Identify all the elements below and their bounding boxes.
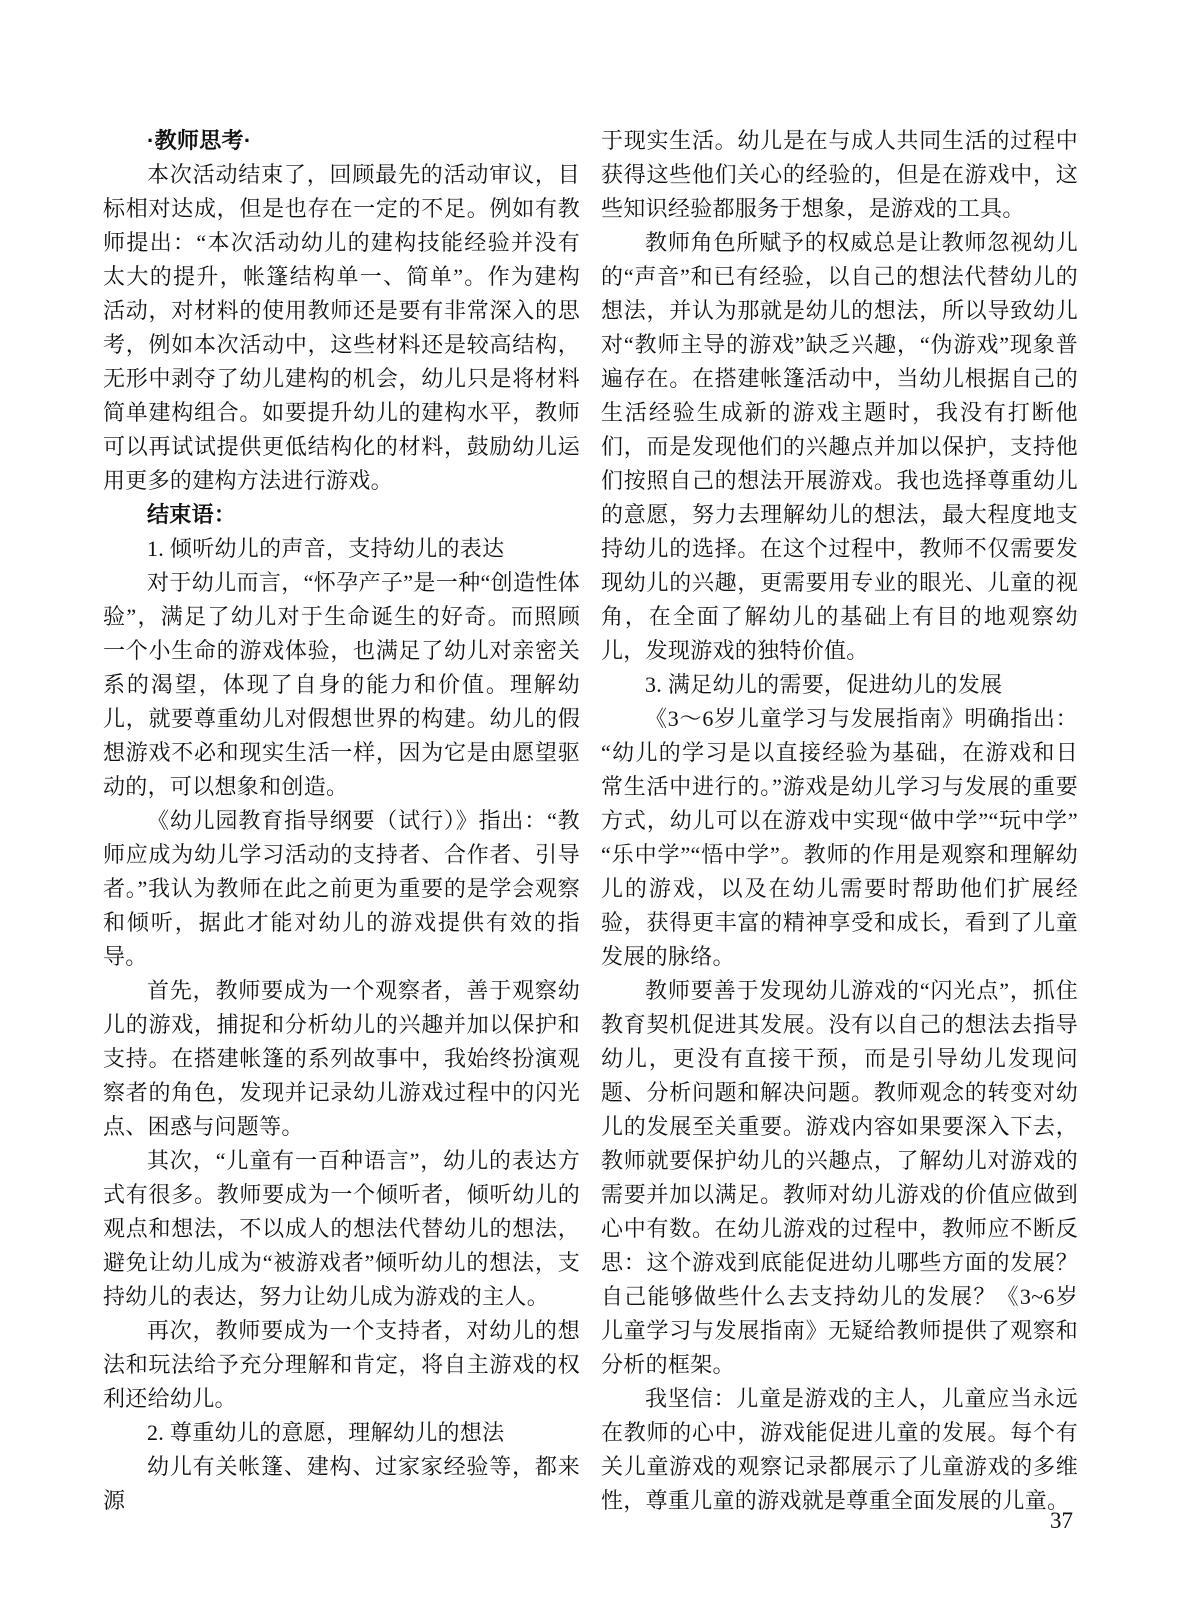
section-heading-teacher-reflection: ·教师思考· [147,128,252,153]
left-column [103,124,580,1518]
sub-heading-point-2: 2. 尊重幼儿的意愿，理解幼儿的想法 [147,1420,505,1445]
paragraph: 本次活动结束了，回顾最先的活动审议，目标相对达成，但是也存在一定的不足。例如有教师提出：“本次活动幼儿的建构技能经验并没有太大的提升，帐篷结构单一、简单”。作为建构活动，对材料的使用教师还是要有非常深入的思考，例如本次活动中，这些材料还是较高结构，无形中剥夺了幼儿建构的机会，幼儿只是将材料简单建构组合。如要提升幼儿的建构水平，教师可以再试试提供更低结构化的材料，鼓励幼儿运用更多的建构方法进行游戏。 [103,162,580,493]
paragraph: 《3～6岁儿童学习与发展指南》明确指出：“幼儿的学习是以直接经验为基础，在游戏和日常生活中进行的。”游戏是幼儿学习与发展的重要方式，幼儿可以在游戏中实现“做中学”“玩中学”“乐中学”“悟中学”。教师的作用是观察和理解幼儿的游戏，以及在幼儿需要时帮助他们扩展经验，获得更丰富的精神享受和成长，看到了儿童发展的脉络。 [601,706,1078,969]
paragraph: 教师要善于发现幼儿游戏的“闪光点”，抓住教育契机促进其发展。没有以自己的想法去指导幼儿，更没有直接干预，而是引导幼儿发现问题、分析问题和解决问题。教师观念的转变对幼儿的发展至关重要。游戏内容如果要深入下去，教师就要保护幼儿的兴趣点，了解幼儿对游戏的需要并加以满足。教师对幼儿游戏的价值应做到心中有数。在幼儿游戏的过程中，教师应不断反思：这个游戏到底能促进幼儿哪些方面的发展？自己能够做些什么去支持幼儿的发展？《3~6岁儿童学习与发展指南》无疑给教师提供了观察和分析的框架。 [601,978,1078,1377]
section-heading-conclusion: 结束语： [147,502,237,527]
paragraph: 再次，教师要成为一个支持者，对幼儿的想法和玩法给予充分理解和肯定，将自主游戏的权利还给幼儿。 [103,1318,580,1411]
page-number: 37 [1050,1508,1073,1533]
sub-heading-point-3: 3. 满足幼儿的需要，促进幼儿的发展 [645,672,1003,697]
paragraph: 教师角色所赋予的权威总是让教师忽视幼儿的“声音”和已有经验，以自己的想法代替幼儿的想法，并认为那就是幼儿的想法，所以导致幼儿对“教师主导的游戏”缺乏兴趣，“伪游戏”现象普遍存在。在搭建帐篷活动中，当幼儿根据自己的生活经验生成新的游戏主题时，我没有打断他们，而是发现他们的兴趣点并加以保护，支持他们按照自己的想法开展游戏。我也选择尊重幼儿的意愿，努力去理解幼儿的想法，最大程度地支持幼儿的选择。在这个过程中，教师不仅需要发现幼儿的兴趣，更需要用专业的眼光、儿童的视角，在全面了解幼儿的基础上有目的地观察幼儿，发现游戏的独特价值。 [601,230,1078,663]
paragraph: 首先，教师要成为一个观察者，善于观察幼儿的游戏，捕捉和分析幼儿的兴趣并加以保护和支持。在搭建帐篷的系列故事中，我始终扮演观察者的角色，发现并记录幼儿游戏过程中的闪光点、困惑与问题等。 [103,978,580,1139]
paragraph: 其次，“儿童有一百种语言”，幼儿的表达方式有很多。教师要成为一个倾听者，倾听幼儿的观点和想法，不以成人的想法代替幼儿的想法，避免让幼儿成为“被游戏者”倾听幼儿的想法，支持幼儿的表达，努力让幼儿成为游戏的主人。 [103,1148,580,1309]
paragraph: 对于幼儿而言，“怀孕产子”是一种“创造性体验”，满足了幼儿对于生命诞生的好奇。而照顾一个小生命的游戏体验，也满足了幼儿对亲密关系的渴望，体现了自身的能力和价值。理解幼儿，就要尊重幼儿对假想世界的构建。幼儿的假想游戏不必和现实生活一样，因为它是由愿望驱动的，可以想象和创造。 [103,570,580,799]
paragraph: 幼儿有关帐篷、建构、过家家经验等，都来源 [103,1454,580,1513]
sub-heading-point-1: 1. 倾听幼儿的声音，支持幼儿的表达 [147,536,505,561]
paragraph-continuation: 于现实生活。幼儿是在与成人共同生活的过程中获得这些他们关心的经验的，但是在游戏中，这些知识经验都服务于想象，是游戏的工具。 [601,128,1078,221]
paragraph: 《幼儿园教育指导纲要（试行）》指出：“教师应成为幼儿学习活动的支持者、合作者、引导者。”我认为教师在此之前更为重要的是学会观察和倾听，据此才能对幼儿的游戏提供有效的指导。 [103,808,580,969]
right-column [601,124,1078,1518]
paragraph: 我坚信：儿童是游戏的主人，儿童应当永远在教师的心中，游戏能促进儿童的发展。每个有关儿童游戏的观察记录都展示了儿童游戏的多维性，尊重儿童的游戏就是尊重全面发展的儿童。 [601,1386,1078,1513]
